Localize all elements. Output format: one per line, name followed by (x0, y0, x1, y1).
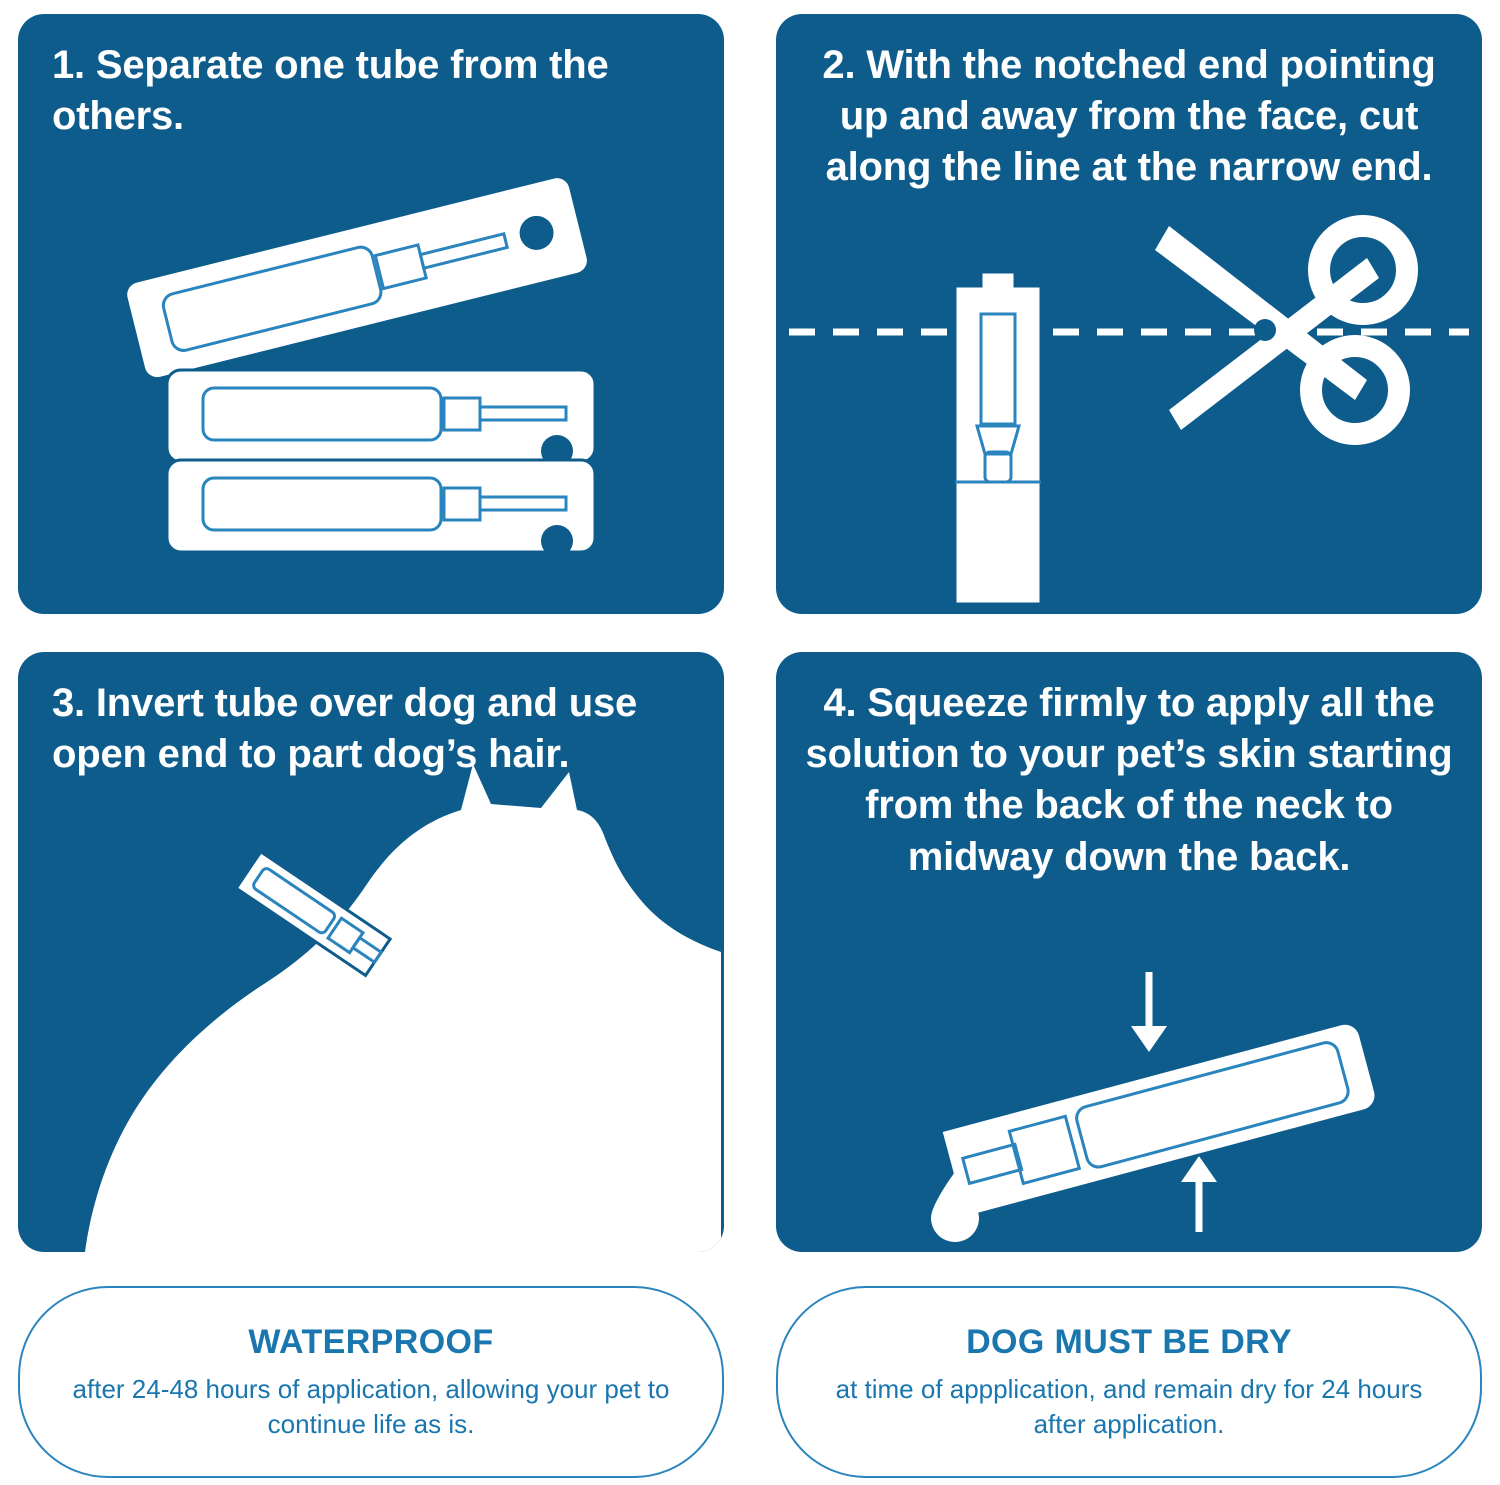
step-1-text: 1. Separate one tube from the others. (52, 43, 609, 139)
step-4-text: 4. Squeeze firmly to apply all the solution to your pet’s skin starting from the back of the neck to midway down the back. (805, 681, 1453, 879)
note-dog-must-be-dry (776, 1286, 1482, 1478)
step-panel-3 (18, 652, 724, 1252)
note-dog-must-be-dry-subtitle: at time of appplication, and remain dry for 24 hours after application. (835, 1374, 1423, 1439)
step-panel-1 (18, 14, 724, 614)
note-waterproof-title: WATERPROOF (248, 1323, 494, 1362)
note-waterproof-subtitle: after 24-48 hours of application, allowing your pet to continue life as is. (72, 1374, 670, 1439)
steps-grid (18, 14, 1482, 1252)
step-panel-2 (776, 14, 1482, 614)
step-3-text: 3. Invert tube over dog and use open end to part dog’s hair. (52, 681, 638, 777)
step-2-text: 2. With the notched end pointing up and away from the face, cut along the line at the narrow end. (822, 43, 1436, 190)
footer-notes (18, 1286, 1482, 1478)
note-dog-must-be-dry-title: DOG MUST BE DRY (966, 1323, 1292, 1362)
note-waterproof (18, 1286, 724, 1478)
step-panel-4 (776, 652, 1482, 1252)
